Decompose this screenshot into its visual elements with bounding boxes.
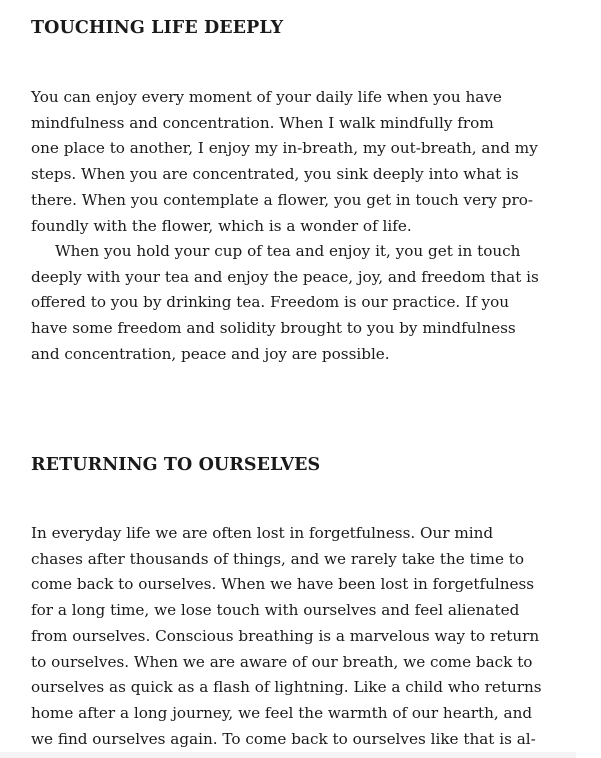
text-line: one place to another, I enjoy my in-breath, my out-breath, and my [31,139,538,158]
text-line: for a long time, we lose touch with ourselves and feel alienated [31,601,520,620]
text-line: we find ourselves again. To come back to ourselves like that is al- [31,729,536,748]
paragraph [31,521,542,752]
text-line: there. When you contemplate a flower, you get in touch very pro- [31,190,534,209]
text-line: mindfulness and concentration. When I walk mindfully from [31,113,494,132]
section-title: TOUCHING LIFE DEEPLY [31,18,284,38]
text-line: chases after thousands of things, and we rarely take the time to [31,549,525,568]
text-line: deeply with your tea and enjoy the peace, joy, and freedom that is [31,267,539,286]
text-line: You can enjoy every moment of your daily life when you have [31,88,502,106]
text-line: to ourselves. When we are aware of our breath, we come back to [31,652,533,671]
text-line: have some freedom and solidity brought to you by mindfulness [31,319,516,338]
paragraph [31,239,539,368]
text-line: steps. When you are concentrated, you sink deeply into what is [31,165,519,184]
text-line: offered to you by drinking tea. Freedom is our practice. If you [31,293,510,312]
paragraph [31,85,538,239]
text-line: home after a long journey, we feel the warmth of our hearth, and [31,703,533,722]
text-line: In everyday life we are often lost in forgetfulness. Our mind [31,524,494,542]
text-line: from ourselves. Conscious breathing is a marvelous way to return [31,626,540,645]
text-line: and concentration, peace and joy are possible. [31,344,390,363]
text-line: foundly with the flower, which is a wonder of life. [31,216,412,235]
section-title: RETURNING TO OURSELVES [31,455,321,475]
text-line: come back to ourselves. When we have been lost in forgetfulness [31,575,535,594]
reader-bottom-bar [0,752,576,758]
text-line: When you hold your cup of tea and enjoy it, you get in touch [55,242,521,260]
text-line: ourselves as quick as a flash of lightning. Like a child who returns [31,678,542,697]
